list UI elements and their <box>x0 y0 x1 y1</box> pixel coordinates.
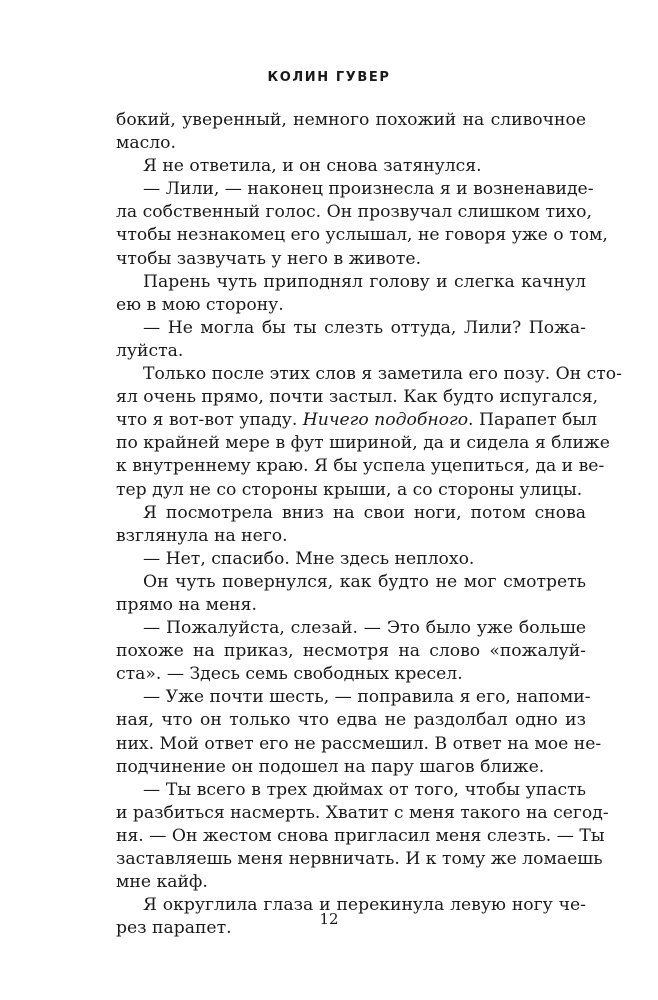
text-line: Только после этих слов я заметила его позу. Он сто- <box>143 364 622 385</box>
text-fragment: . Парапет был <box>468 410 598 431</box>
text-line: мне кайф. <box>116 872 208 893</box>
text-line: ная, что он только что едва не раздолбал одно из <box>116 710 586 731</box>
text-line <box>116 409 598 432</box>
text-line: подчинение он подошел на пару шагов ближе. <box>116 756 545 777</box>
text-line: — Нет, спасибо. Мне здесь неплохо. <box>143 548 475 569</box>
text-line: масло. <box>116 133 176 154</box>
text-line: — Лили, — наконец произнесла я и возненавиде- <box>143 179 594 200</box>
text-line: — Уже почти шесть, — поправила я его, напоми- <box>143 687 591 708</box>
running-head: КОЛИН ГУВЕР <box>267 70 391 85</box>
italic-fragment: Ничего подобного <box>302 410 469 431</box>
text-line: взглянула на него. <box>116 525 288 546</box>
text-line: Я посмотрела вниз на свои ноги, потом снова <box>143 502 586 523</box>
page-number: 12 <box>319 910 339 928</box>
text-line: — Пожалуйста, слезай. — Это было уже больше <box>143 618 586 639</box>
text-line: бокий, уверенный, немного похожий на сливочное <box>116 110 586 130</box>
text-line: к внутреннему краю. Я бы успела уцепиться, да и ве- <box>116 456 605 477</box>
text-line: ею в мою сторону. <box>116 294 284 315</box>
text-line: рез парапет. <box>116 918 232 939</box>
text-line: луйста. <box>116 340 184 361</box>
text-line: ла собственный голос. Он прозвучал слишком тихо, <box>116 202 592 223</box>
text-line: чтобы зазвучать у него в животе. <box>116 248 422 269</box>
text-line: Он чуть повернулся, как будто не мог смотреть <box>143 571 586 592</box>
text-line: — Ты всего в трех дюймах от того, чтобы упасть <box>143 779 586 800</box>
text-line: Я округлила глаза и перекинула левую ногу че- <box>143 895 586 916</box>
text-line: по крайней мере в фут шириной, да и сидела я ближе <box>116 433 610 454</box>
text-line: прямо на меня. <box>116 594 257 615</box>
text-line: Я не ответила, и он снова затянулся. <box>143 156 482 177</box>
text-line: ял очень прямо, почти застыл. Как будто испугался, <box>116 387 599 408</box>
text-line: и разбиться насмерть. Хватит с меня такого на сегод- <box>116 802 609 823</box>
text-line: похоже на приказ, несмотря на слово «пожалуй- <box>116 641 586 662</box>
text-line: них. Мой ответ его не рассмешил. В ответ на мое не- <box>116 733 602 754</box>
body-text <box>116 109 622 940</box>
text-line: чтобы незнакомец его услышал, не говоря уже о том, <box>116 225 608 246</box>
text-line: ня. — Он жестом снова пригласил меня слезть. — Ты <box>116 825 605 846</box>
text-line: ста». — Здесь семь свободных кресел. <box>116 664 463 685</box>
text-line: заставляешь меня нервничать. И к тому же ломаешь <box>116 849 603 869</box>
text-fragment: что я вот-вот упаду. <box>116 410 303 431</box>
text-line: тер дул не со стороны крыши, а со стороны улицы. <box>116 479 583 500</box>
text-line: Парень чуть приподнял голову и слегка качнул <box>143 271 586 292</box>
text-line: — Не могла бы ты слезть оттуда, Лили? Пожа- <box>143 317 586 338</box>
